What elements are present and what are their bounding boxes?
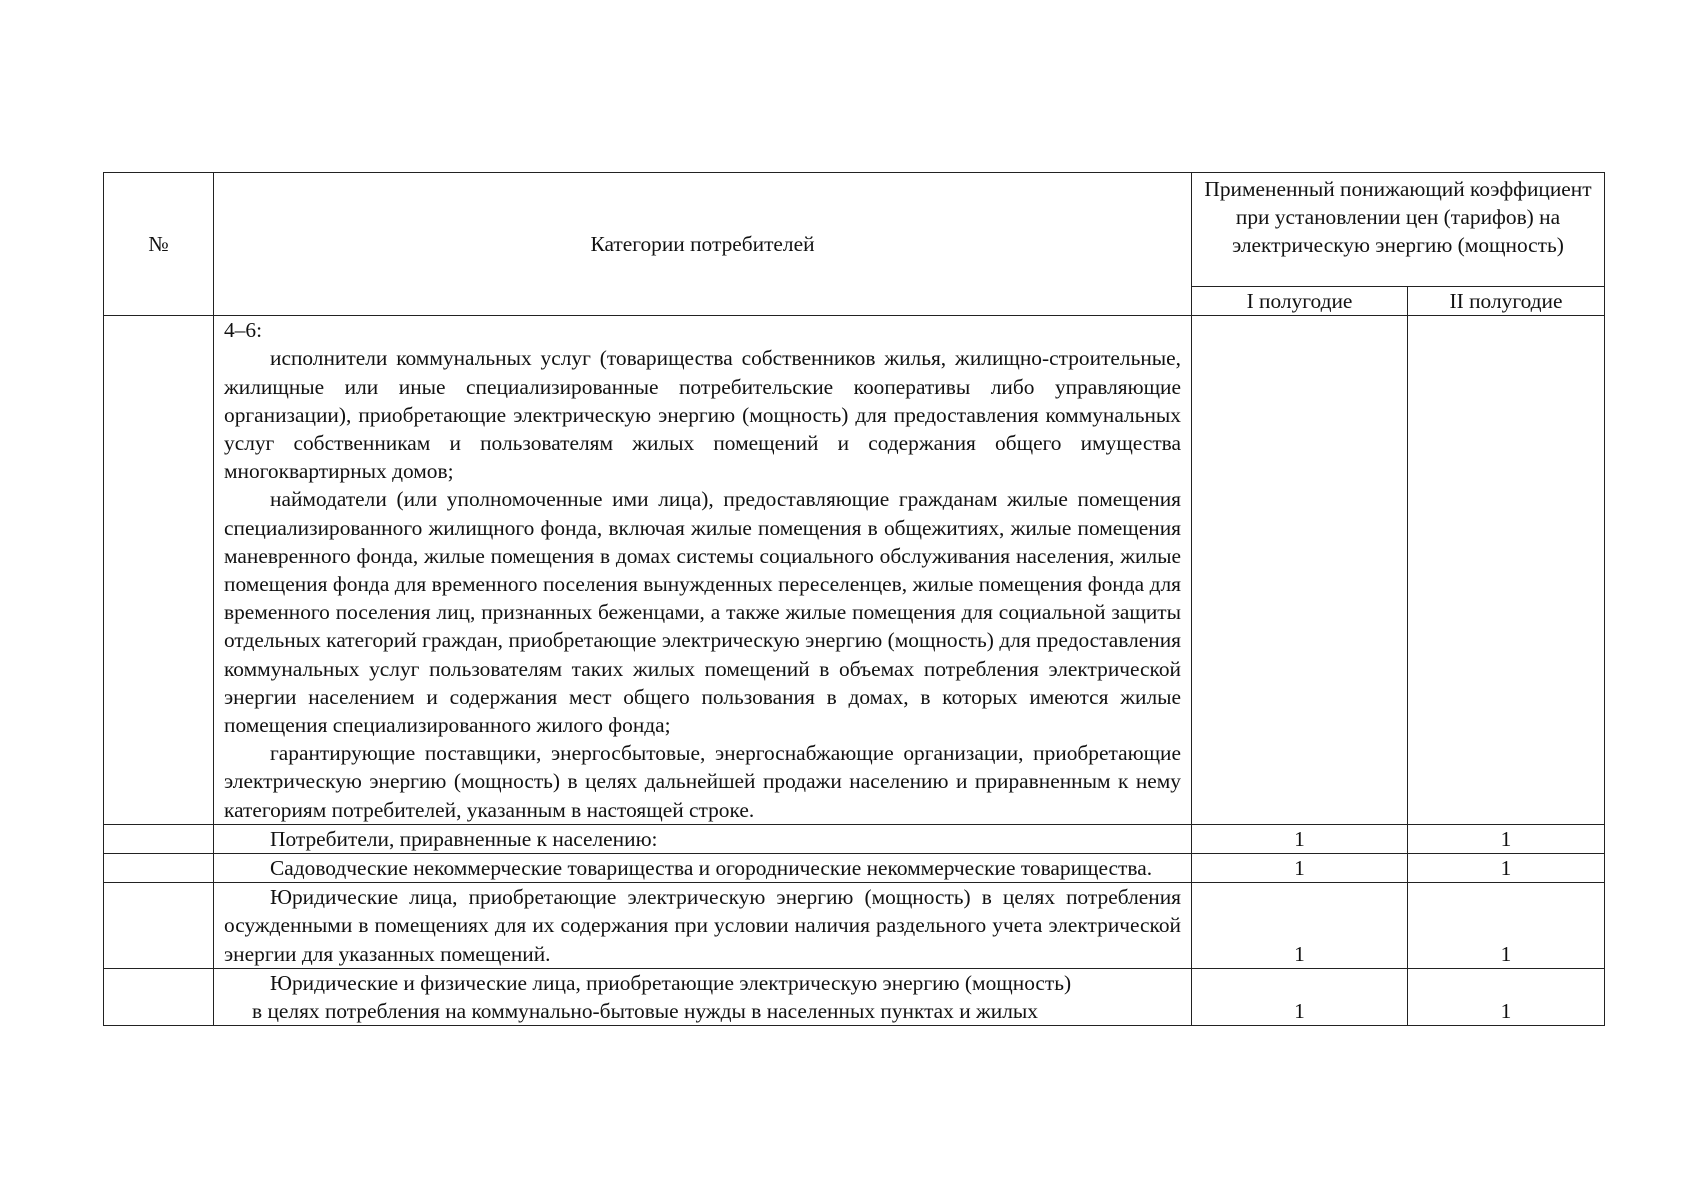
- value-half-2: [1408, 316, 1605, 825]
- header-number: №: [104, 173, 214, 316]
- header-row: [104, 173, 1605, 287]
- value-half-1: 1: [1192, 883, 1408, 969]
- category-cell: [214, 854, 1192, 883]
- document-page: [103, 172, 1604, 1026]
- row-number: [104, 316, 214, 825]
- tariff-coefficient-table: [103, 172, 1605, 1026]
- category-lead: 4–6:: [224, 318, 263, 343]
- category-text-line-1: Юридические и физические лица, приобретающие электрическую энергию (мощность): [270, 970, 1072, 995]
- category-text: Садоводческие некоммерческие товарищества и огороднические некоммерческие товарищества.: [270, 856, 1153, 881]
- value-half-1: 1: [1192, 824, 1408, 853]
- header-half-2: II полугодие: [1408, 287, 1605, 316]
- category-text-line-2: в целях потребления на коммунально-бытовые нужды в населенных пунктах и жилых: [252, 999, 1038, 1024]
- row-number: [104, 824, 214, 853]
- table-row: [104, 968, 1605, 1025]
- header-category: Категории потребителей: [214, 173, 1192, 316]
- category-cell: [214, 883, 1192, 969]
- value-half-1: [1192, 316, 1408, 825]
- category-paragraph: исполнители коммунальных услуг (товарищества собственников жилья, жилищно-строительные, жилищные или иные специализированные потребительские кооперативы либо управляющие организации), приобретающие электрическую энергию (мощность) для предоставления коммунальных услуг собственникам и пользователям жилых помещений и содержания общего имущества многоквартирных домов;: [224, 346, 1181, 484]
- category-paragraph: наймодатели (или уполномоченные ими лица), предоставляющие гражданам жилые помещения специализированного жилищного фонда, включая жилые помещения в общежитиях, жилые помещения маневренного фонда, жилые помещения в домах системы социального обслуживания населения, жилые помещения фонда для временного поселения вынужденных переселенцев, жилые помещения фонда для временного поселения лиц, признанных беженцами, а также жилые помещения для социальной защиты отдельных категорий граждан, приобретающие электрическую энергию (мощность) для предоставления коммунальных услуг пользователям таких жилых помещений в объемах потребления электрической энергии населением и содержания мест общего пользования в домах, в которых имеются жилые помещения специализированного жилого фонда;: [224, 487, 1181, 738]
- row-number: [104, 968, 214, 1025]
- value-half-2: 1: [1408, 883, 1605, 969]
- table-row: [104, 854, 1605, 883]
- value-half-2: 1: [1408, 824, 1605, 853]
- category-text: Юридические лица, приобретающие электрическую энергию (мощность) в целях потребления осужденными в помещениях для их содержания при условии наличия раздельного учета электрической энергии для указанных помещений.: [224, 885, 1181, 966]
- category-cell: [214, 316, 1192, 825]
- value-half-2: 1: [1408, 854, 1605, 883]
- category-cell: [214, 824, 1192, 853]
- table-row: [104, 316, 1605, 825]
- value-half-1: 1: [1192, 968, 1408, 1025]
- category-paragraph: гарантирующие поставщики, энергосбытовые, энергоснабжающие организации, приобретающие электрическую энергию (мощность) в целях дальнейшей продажи населению и приравненным к нему категориям потребителей, указанным в настоящей строке.: [224, 741, 1181, 822]
- table-row: [104, 824, 1605, 853]
- header-coefficient: Примененный понижающий коэффициент при установлении цен (тарифов) на электрическую энергию (мощность): [1192, 173, 1605, 287]
- value-half-2: 1: [1408, 968, 1605, 1025]
- table-row: [104, 883, 1605, 969]
- row-number: [104, 854, 214, 883]
- row-number: [104, 883, 214, 969]
- value-half-1: 1: [1192, 854, 1408, 883]
- header-half-1: I полугодие: [1192, 287, 1408, 316]
- category-cell: [214, 968, 1192, 1025]
- category-text: Потребители, приравненные к населению:: [270, 826, 658, 851]
